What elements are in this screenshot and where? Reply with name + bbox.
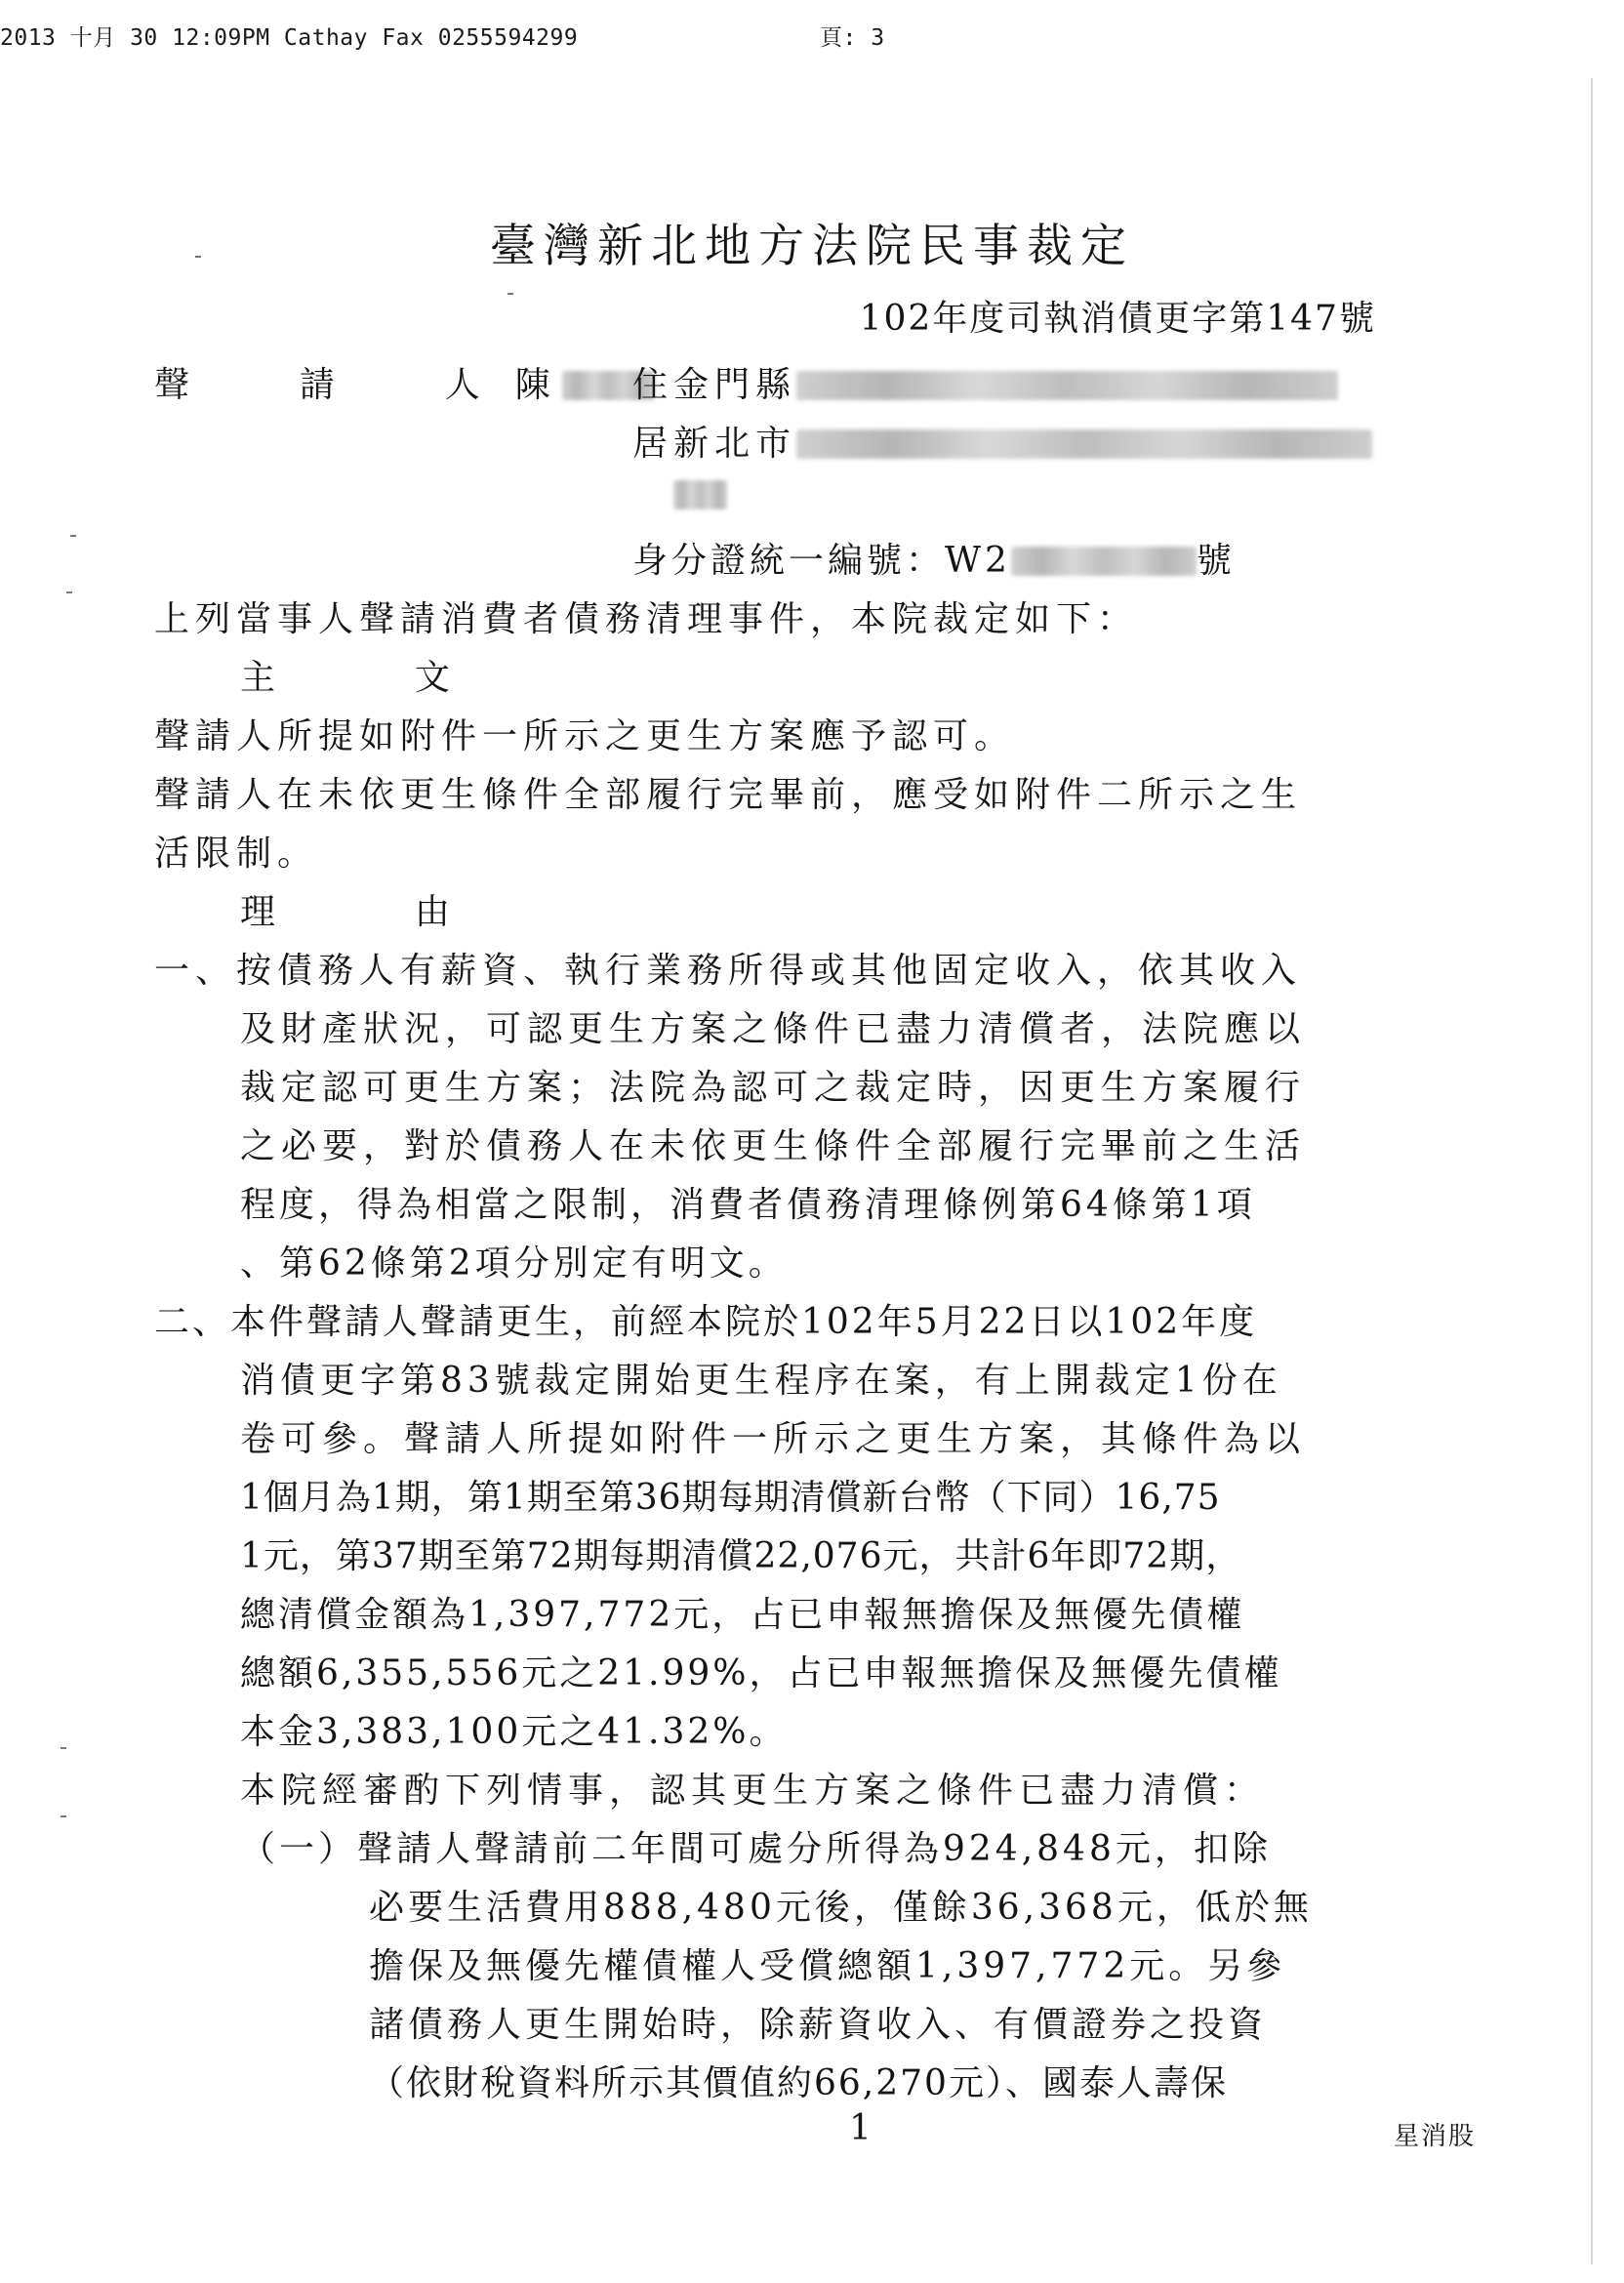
applicant-label: 聲 請 人 bbox=[154, 365, 509, 405]
applicant-label-row bbox=[154, 357, 655, 407]
intro-paragraph: 上列當事人聲請消費者債務清理事件，本院裁定如下： bbox=[154, 599, 1139, 639]
scan-speck bbox=[195, 256, 201, 258]
reason-2-line-4: 1個月為1期，第1期至第36期每期清償新台幣（下同）16,75 bbox=[240, 1478, 1221, 1518]
scan-speck bbox=[508, 293, 513, 295]
sub-item-1-line-2: 必要生活費用888,480元後，僅餘36,368元，低於無 bbox=[369, 1888, 1313, 1928]
scan-edge-line bbox=[1591, 78, 1593, 2264]
reason-2-line-9: 本院經審酌下列情事，認其更生方案之條件已盡力清償： bbox=[240, 1771, 1266, 1811]
fax-header bbox=[0, 20, 885, 52]
page-number: 1 bbox=[849, 2108, 872, 2148]
fax-transmission-line: 2013 十月 30 12:09PM Cathay Fax 0255594299 bbox=[0, 25, 579, 51]
address-1-prefix: 住金門縣 bbox=[632, 365, 797, 405]
main-heading: 主 文 bbox=[240, 658, 489, 698]
id-number-row bbox=[632, 533, 1238, 583]
reason-2-line-1: 二、本件聲請人聲請更生，前經本院於102年5月22日以102年度 bbox=[154, 1302, 1258, 1342]
reason-1-line-4: 之必要，對於債務人在未依更生條件全部履行完畢前之生活 bbox=[240, 1126, 1307, 1166]
main-item-1: 聲請人所提如附件一所示之更生方案應予認可。 bbox=[154, 716, 1016, 756]
reason-2-line-5: 1元，第37期至第72期每期清償22,076元，共計6年即72期， bbox=[240, 1536, 1242, 1576]
redacted-address-1 bbox=[796, 371, 1338, 400]
scan-speck bbox=[66, 591, 72, 593]
address-line-1 bbox=[632, 357, 1338, 407]
sub-item-1-line-4: 諸債務人更生開始時，除薪資收入、有價證券之投資 bbox=[369, 2005, 1268, 2045]
case-number: 102年度司執消債更字第147號 bbox=[859, 299, 1376, 339]
sub-item-1-line-3: 擔保及無優先權債權人受償總額1,397,772元。另參 bbox=[369, 1946, 1286, 1986]
scan-speck bbox=[61, 1747, 66, 1749]
sub-item-1-line-5: （依財稅資料所示其價值約66,270元）、國泰人壽保 bbox=[369, 2063, 1228, 2103]
reason-1-line-2: 及財產狀況，可認更生方案之條件已盡力清償者，法院應以 bbox=[240, 1009, 1307, 1049]
reason-2-line-6: 總清償金額為1,397,772元，占已申報無擔保及無優先債權 bbox=[240, 1595, 1245, 1635]
reason-1-line-1: 一、按債務人有薪資、執行業務所得或其他固定收入，依其收入 bbox=[154, 951, 1303, 991]
main-item-2-line-1: 聲請人在未依更生條件全部履行完畢前，應受如附件二所示之生 bbox=[154, 775, 1303, 815]
redacted-id bbox=[1011, 547, 1197, 576]
address-2-prefix: 居新北市 bbox=[632, 424, 797, 464]
redacted-address-2 bbox=[796, 429, 1372, 459]
reason-1-line-3: 裁定認可更生方案；法院為認可之裁定時，因更生方案履行 bbox=[240, 1068, 1307, 1108]
id-suffix: 號 bbox=[1196, 541, 1238, 581]
sub-item-1-line-1: （一）聲請人聲請前二年間可處分所得為924,848元，扣除 bbox=[240, 1829, 1272, 1869]
address-line-3 bbox=[673, 474, 727, 514]
reason-2-line-7: 總額6,355,556元之21.99%，占已申報無擔保及無優先債權 bbox=[240, 1653, 1282, 1693]
main-item-2-line-2: 活限制。 bbox=[154, 834, 319, 874]
scan-speck bbox=[61, 1815, 66, 1817]
redacted-address-3 bbox=[673, 480, 727, 510]
reason-2-line-3: 卷可參。聲請人所提如附件一所示之更生方案，其條件為以 bbox=[240, 1419, 1307, 1459]
scan-speck bbox=[70, 535, 76, 537]
address-line-2 bbox=[632, 416, 1372, 466]
fax-page-number: 頁: 3 bbox=[820, 25, 885, 51]
reason-2-line-2: 消債更字第83號裁定開始更生程序在案，有上開裁定1份在 bbox=[240, 1361, 1282, 1401]
reason-1-line-6: 、第62條第2項分別定有明文。 bbox=[240, 1243, 788, 1284]
court-division: 星消股 bbox=[1394, 2122, 1477, 2151]
id-prefix: 身分證統一編號：W2 bbox=[632, 541, 1011, 581]
applicant-name: 陳 bbox=[514, 365, 556, 405]
reason-2-line-8: 本金3,383,100元之41.32%。 bbox=[240, 1712, 788, 1752]
document-title: 臺灣新北地方法院民事裁定 bbox=[490, 220, 1134, 273]
reason-1-line-5: 程度，得為相當之限制，消費者債務清理條例第64條第1項 bbox=[240, 1185, 1256, 1225]
reason-heading: 理 由 bbox=[240, 892, 489, 932]
